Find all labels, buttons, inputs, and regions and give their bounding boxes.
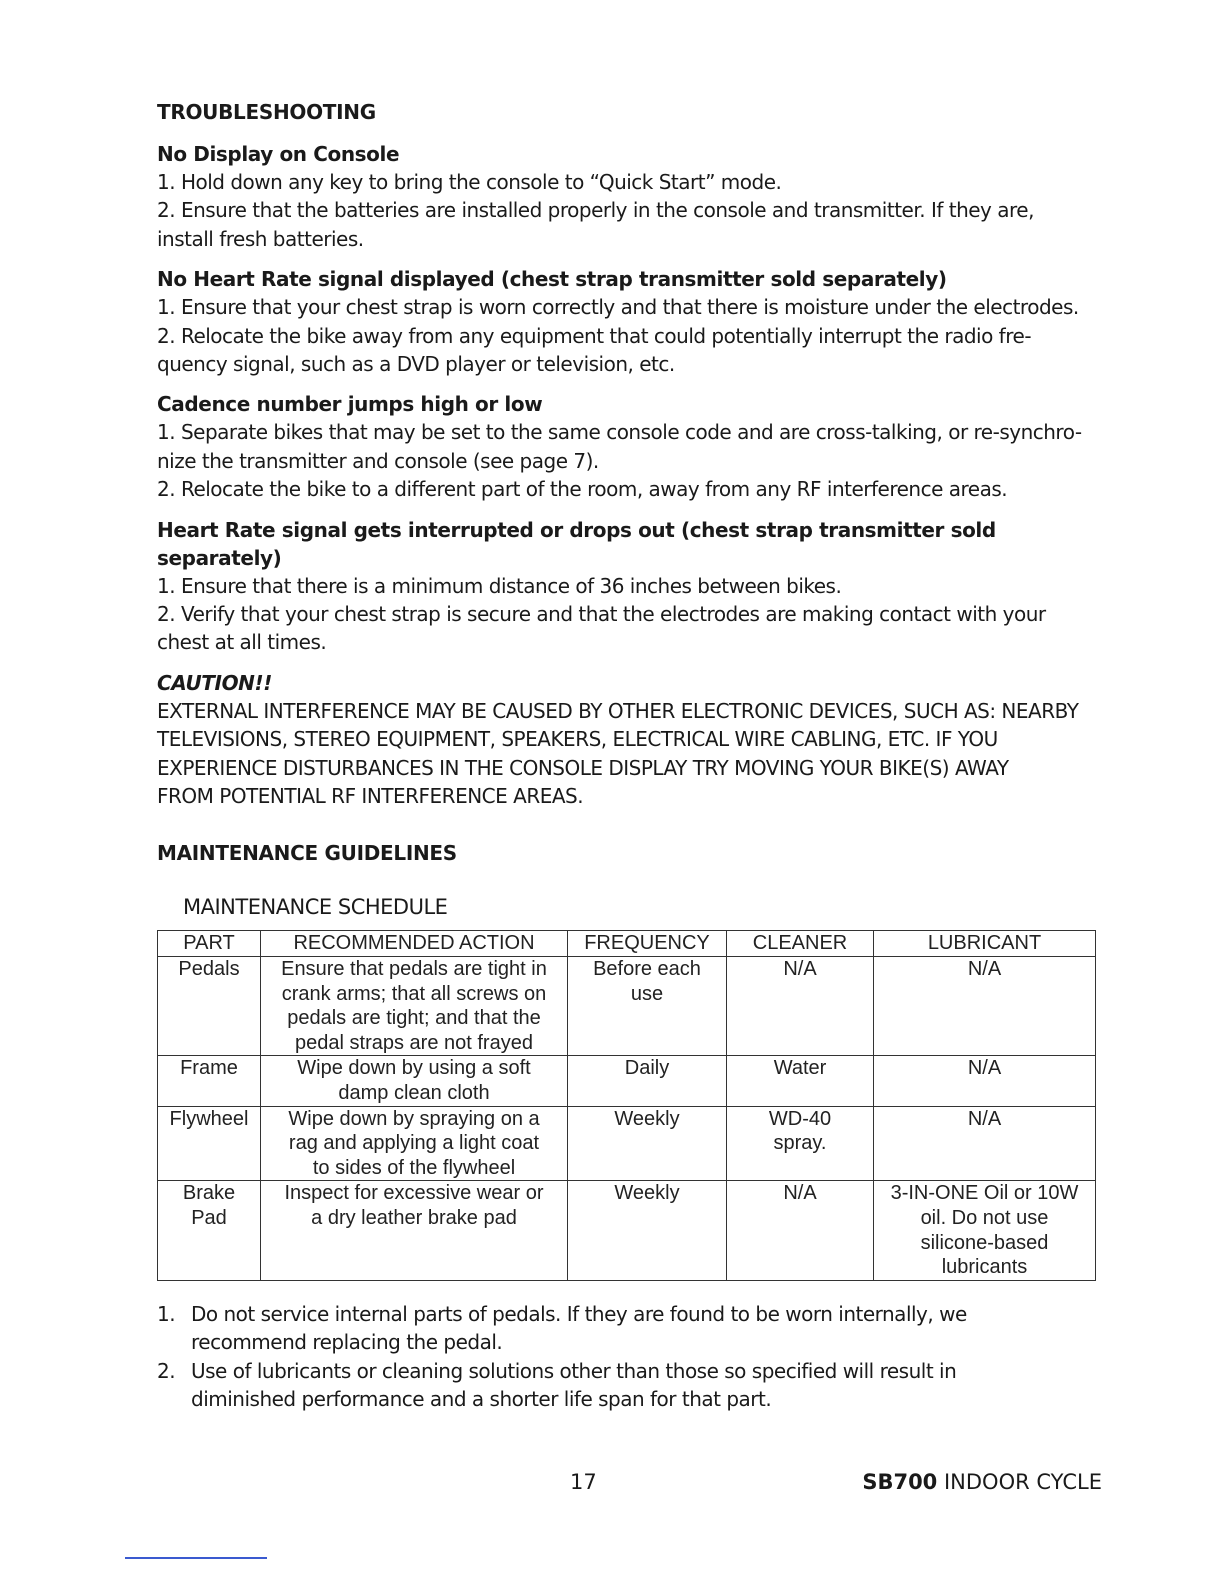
cell-line: Flywheel bbox=[169, 1107, 249, 1130]
body-line: 2. Ensure that the batteries are installed properly in the console and transmitter. If they are, bbox=[157, 198, 1034, 223]
table-cell bbox=[568, 957, 727, 1056]
table-row bbox=[158, 1181, 1096, 1280]
body-line: 2. Verify that your chest strap is secure and that the electrodes are making contact with your bbox=[157, 602, 1046, 627]
cell-line: use bbox=[630, 982, 664, 1005]
table-cell bbox=[158, 1181, 261, 1280]
table-cell bbox=[568, 1106, 727, 1181]
body-line: chest at all times. bbox=[157, 630, 327, 655]
cell-line: Ensure that pedals are tight in bbox=[281, 958, 547, 980]
cell-line: a dry leather brake pad bbox=[311, 1206, 517, 1229]
cell-line: Weekly bbox=[614, 1107, 680, 1130]
note-line bbox=[157, 1300, 1107, 1328]
column-header: LUBRICANT bbox=[874, 931, 1096, 957]
cell-line: Wipe down by spraying on a bbox=[288, 1107, 540, 1130]
body-line: 2. Relocate the bike away from any equipment that could potentially interrupt the radio fre- bbox=[157, 323, 1032, 348]
divider-line bbox=[125, 1557, 267, 1559]
footer-title bbox=[862, 1470, 1102, 1494]
page-number: 17 bbox=[570, 1470, 597, 1494]
model-name: SB700 bbox=[862, 1470, 938, 1494]
cell-line: N/A bbox=[967, 958, 1002, 980]
body-line: EXTERNAL INTERFERENCE MAY BE CAUSED BY OTHER ELECTRONIC DEVICES, SUCH AS: NEARBY bbox=[157, 698, 1079, 723]
troubleshooting-sections bbox=[157, 140, 1107, 811]
cell-line: WD-40 bbox=[768, 1107, 832, 1130]
body-line: 1. Hold down any key to bring the console to “Quick Start” mode. bbox=[157, 170, 782, 194]
cell-line: Pedals bbox=[178, 958, 240, 980]
cell-line: crank arms; that all screws on bbox=[281, 982, 547, 1005]
note-text: Do not service internal parts of pedals. If they are found to be worn internally, we bbox=[191, 1302, 967, 1326]
cell-line: pedal straps are not frayed bbox=[295, 1031, 533, 1054]
table-cell bbox=[158, 957, 261, 1056]
table-cell bbox=[261, 1056, 568, 1106]
cell-line: oil. Do not use bbox=[920, 1206, 1049, 1229]
cell-line: silicone-based bbox=[920, 1231, 1049, 1254]
cell-line: N/A bbox=[783, 958, 817, 980]
cell-line: Frame bbox=[180, 1057, 238, 1080]
cell-line: rag and applying a light coat bbox=[288, 1132, 540, 1155]
troubleshooting-title: TROUBLESHOOTING bbox=[157, 100, 376, 124]
table-cell bbox=[727, 1181, 874, 1280]
table-cell bbox=[261, 1181, 568, 1280]
body-line: 1. Ensure that there is a minimum distance of 36 inches between bikes. bbox=[157, 573, 842, 598]
cell-line: pedals are tight; and that the bbox=[287, 1007, 541, 1030]
cell-line: Wipe down by using a soft bbox=[297, 1057, 531, 1080]
maintenance-schedule-table bbox=[157, 930, 1096, 1281]
table-cell bbox=[158, 1106, 261, 1181]
cell-line: Pad bbox=[191, 1206, 227, 1229]
cell-line: lubricants bbox=[941, 1256, 1028, 1279]
note-number: 1. bbox=[157, 1302, 176, 1326]
cell-line: N/A bbox=[967, 1057, 1002, 1080]
column-header: PART bbox=[158, 931, 261, 957]
body-line: FROM POTENTIAL RF INTERFERENCE AREAS. bbox=[157, 784, 584, 809]
cell-line: Water bbox=[773, 1057, 827, 1080]
maintenance-title: MAINTENANCE GUIDELINES bbox=[157, 841, 457, 865]
maintenance-notes bbox=[157, 1300, 1107, 1414]
table-cell bbox=[727, 957, 874, 1056]
product-name: INDOOR CYCLE bbox=[943, 1470, 1102, 1494]
cell-line: N/A bbox=[783, 1182, 817, 1205]
section-heading: CAUTION!! bbox=[157, 670, 272, 695]
note-number bbox=[157, 1385, 191, 1413]
cell-line: Inspect for excessive wear or bbox=[284, 1182, 544, 1205]
body-line: quency signal, such as a DVD player or television, etc. bbox=[157, 352, 675, 377]
cell-line: Weekly bbox=[614, 1182, 680, 1205]
table-row bbox=[158, 1056, 1096, 1106]
table-cell bbox=[568, 1181, 727, 1280]
table-cell bbox=[568, 1056, 727, 1106]
note-number: 2. bbox=[157, 1358, 176, 1383]
column-header: FREQUENCY bbox=[568, 931, 727, 957]
table-cell bbox=[874, 1181, 1096, 1280]
table-cell bbox=[727, 1056, 874, 1106]
note-text: diminished performance and a shorter life span for that part. bbox=[191, 1387, 772, 1412]
note-line bbox=[157, 1328, 1107, 1356]
cell-line: to sides of the flywheel bbox=[312, 1156, 516, 1179]
table-cell bbox=[874, 1056, 1096, 1106]
column-header: RECOMMENDED ACTION bbox=[261, 931, 568, 957]
body-line: 1. Ensure that your chest strap is worn correctly and that there is moisture under the electrodes. bbox=[157, 295, 1079, 320]
note-line bbox=[157, 1385, 1107, 1413]
body-line: 2. Relocate the bike to a different part of the room, away from any RF interference areas. bbox=[157, 477, 1008, 502]
note-text: Use of lubricants or cleaning solutions other than those so specified will result in bbox=[191, 1358, 957, 1383]
table-row bbox=[158, 957, 1096, 1056]
section-heading: No Heart Rate signal displayed (chest strap transmitter sold separately) bbox=[157, 267, 947, 292]
note-line bbox=[157, 1357, 1107, 1385]
table-header-row bbox=[158, 931, 1096, 957]
section-heading: No Display on Console bbox=[157, 142, 400, 166]
note-text: recommend replacing the pedal. bbox=[191, 1330, 503, 1355]
table-cell bbox=[874, 957, 1096, 1056]
note-number bbox=[157, 1328, 191, 1356]
table-cell bbox=[158, 1056, 261, 1106]
table-cell bbox=[261, 957, 568, 1056]
column-header: CLEANER bbox=[727, 931, 874, 957]
section-heading: Cadence number jumps high or low bbox=[157, 392, 543, 417]
schedule-title: MAINTENANCE SCHEDULE bbox=[183, 895, 448, 919]
section-heading: Heart Rate signal gets interrupted or drops out (chest strap transmitter sold separately) bbox=[157, 517, 996, 570]
body-line: nize the transmitter and console (see page 7). bbox=[157, 448, 599, 473]
cell-line: spray. bbox=[773, 1132, 827, 1155]
table-row bbox=[158, 1106, 1096, 1181]
cell-line: Brake bbox=[182, 1182, 236, 1205]
cell-line: 3-IN-ONE Oil or 10W bbox=[890, 1182, 1079, 1205]
cell-line: N/A bbox=[967, 1107, 1002, 1130]
table-cell bbox=[261, 1106, 568, 1181]
cell-line: damp clean cloth bbox=[338, 1081, 490, 1104]
table-cell bbox=[727, 1106, 874, 1181]
body-line: TELEVISIONS, STEREO EQUIPMENT, SPEAKERS, ELECTRICAL WIRE CABLING, ETC. IF YOU bbox=[157, 727, 998, 752]
body-line: 1. Separate bikes that may be set to the same console code and are cross-talking, or re-synchro- bbox=[157, 420, 1082, 445]
table-cell bbox=[874, 1106, 1096, 1181]
cell-line: Before each bbox=[593, 958, 701, 980]
cell-line: Daily bbox=[624, 1057, 670, 1080]
body-line: install fresh batteries. bbox=[157, 226, 364, 251]
body-line: EXPERIENCE DISTURBANCES IN THE CONSOLE DISPLAY TRY MOVING YOUR BIKE(S) AWAY bbox=[157, 755, 1009, 780]
